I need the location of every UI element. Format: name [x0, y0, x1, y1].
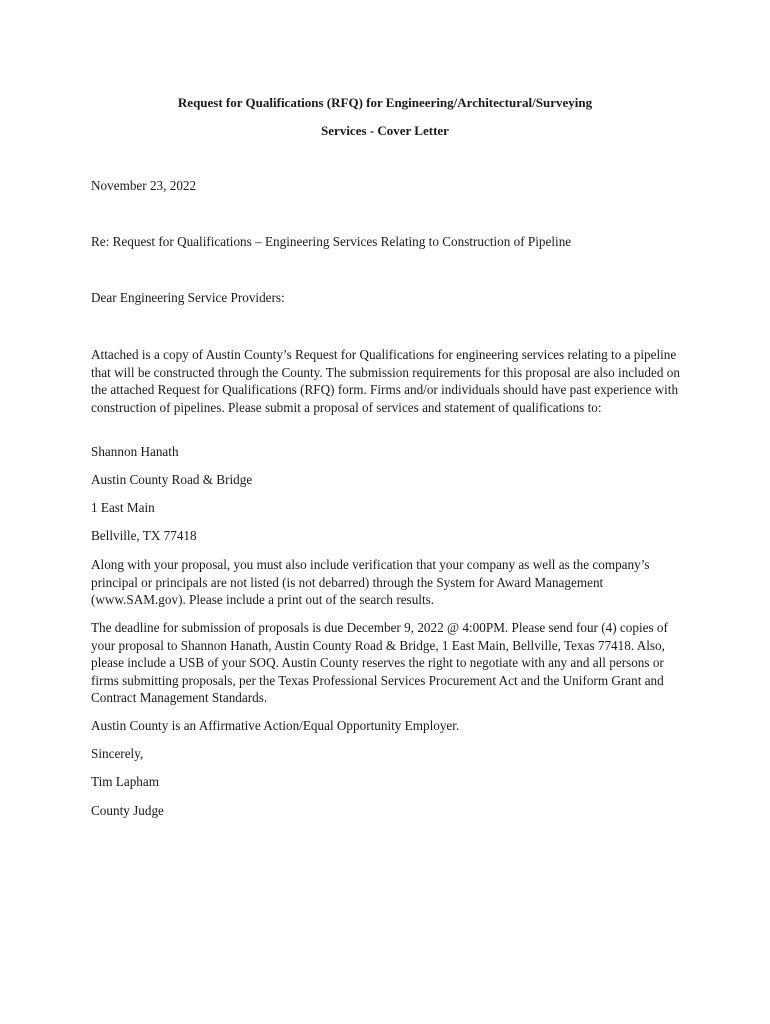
paragraph-sam-verification: Along with your proposal, you must also include verification that your company as well as the company’s principal or principals are not listed (is not debarred) through the System for Award Management (www.SAM.gov). Please include a print out of the search results.	[91, 557, 650, 608]
closing: Sincerely,	[91, 746, 144, 761]
title-line-1: Request for Qualifications (RFQ) for Engineering/Architectural/Surveying	[177, 95, 593, 110]
salutation: Dear Engineering Service Providers:	[91, 290, 285, 305]
signer-title: County Judge	[91, 803, 164, 818]
eeo-statement: Austin County is an Affirmative Action/Equal Opportunity Employer.	[91, 718, 460, 733]
title-line-2: Services - Cover Letter	[321, 123, 449, 138]
address-organization: Austin County Road & Bridge	[91, 472, 253, 487]
address-name: Shannon Hanath	[91, 444, 179, 459]
letter-date: November 23, 2022	[91, 178, 197, 193]
re-line: Re: Request for Qualifications – Engineering Services Relating to Construction of Pipeline	[91, 234, 572, 249]
paragraph-request: Attached is a copy of Austin County’s Request for Qualifications for engineering services relating to a pipeline that will be constructed through the County. The submission requirements for this proposal are also included on the attached Request for Qualifications (RFQ) form. Firms and/or individuals should have past experience with construction of pipelines. Please submit a proposal of services and statement of qualifications to:	[91, 347, 680, 415]
signer-name: Tim Lapham	[91, 774, 160, 789]
address-street: 1 East Main	[91, 500, 155, 515]
paragraph-deadline: The deadline for submission of proposals is due December 9, 2022 @ 4:00PM. Please send four (4) copies of your proposal to Shannon Hanath, Austin County Road & Bridge, 1 East Main, Bellville, Texas 77418. Also, please include a USB of your SOQ. Austin County reserves the right to negotiate with any and all persons or firms submitting proposals, per the Texas Professional Services Procurement Act and the Uniform Grant and Contract Management Standards.	[91, 620, 668, 706]
address-city: Bellville, TX 77418	[91, 528, 197, 543]
